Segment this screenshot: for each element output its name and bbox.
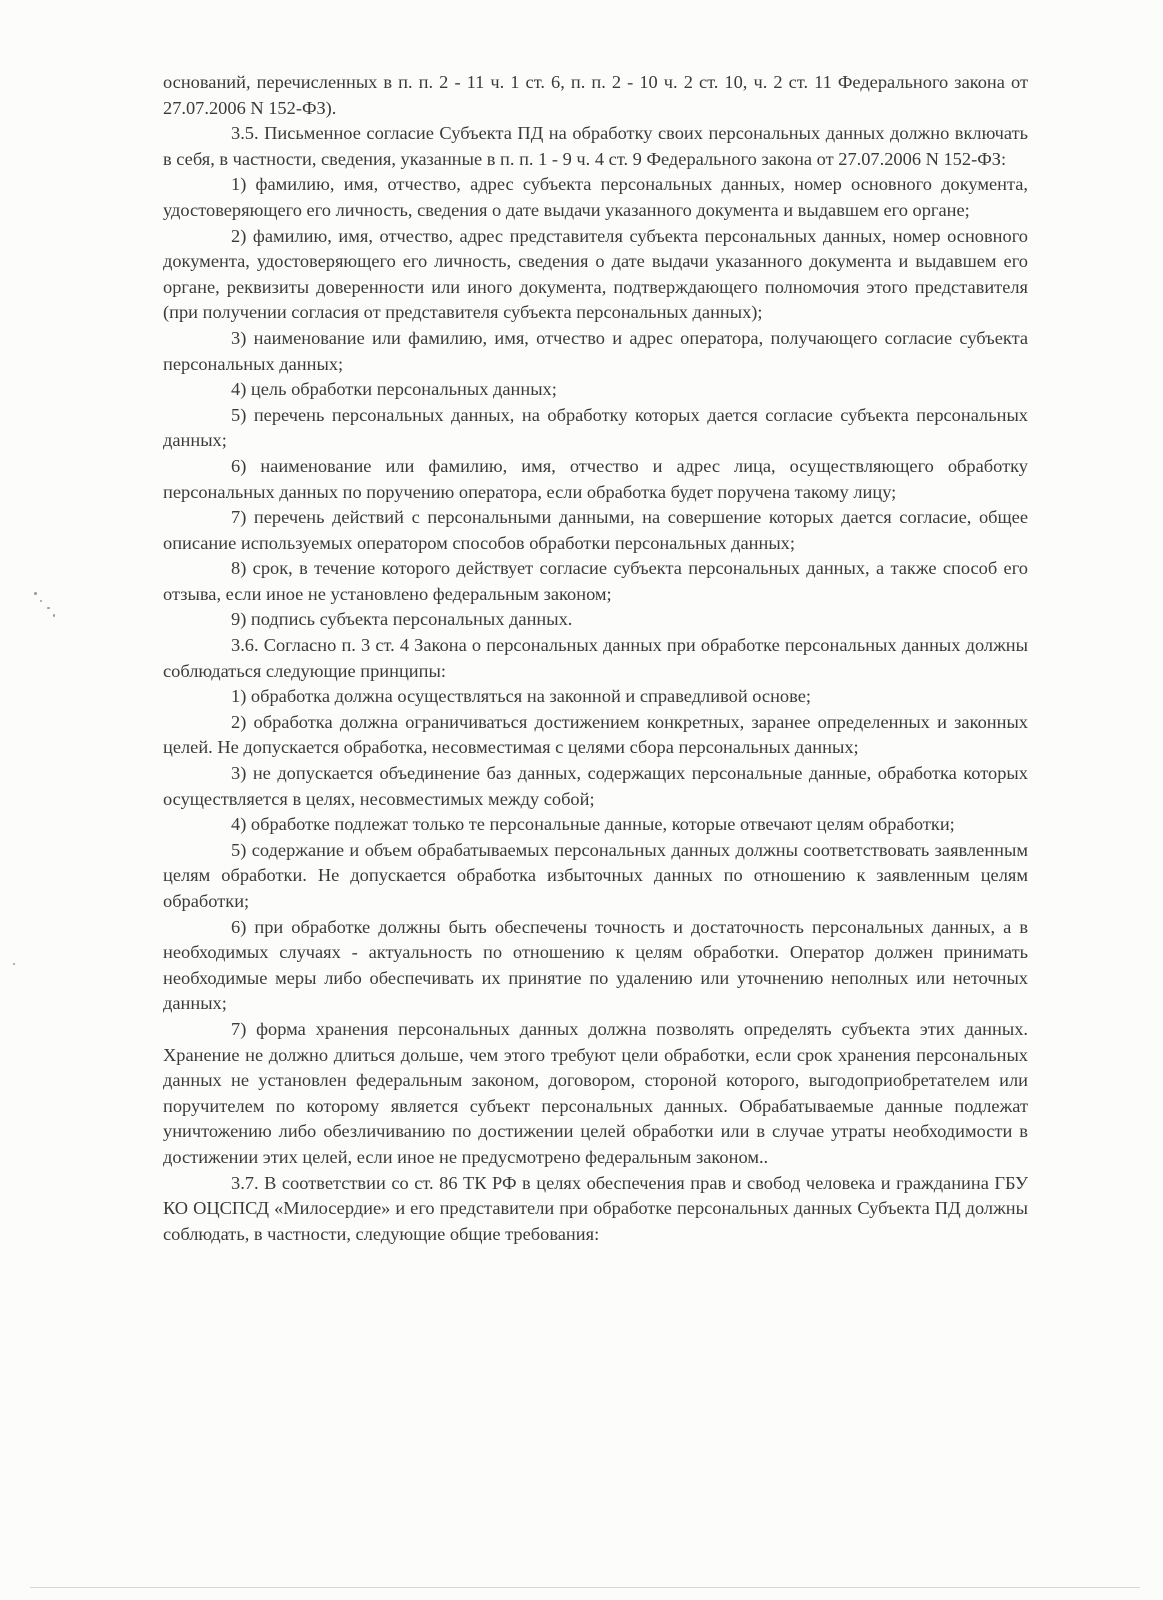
list-item: 5) перечень персональных данных, на обработку которых дается согласие субъекта персональных данных; — [163, 404, 1028, 451]
list-item: 6) при обработке должны быть обеспечены точность и достаточность персональных данных, а в необходимых случаях - актуальность по отношению к целям обработки. Оператор должен принимать необходимые меры либо обеспечивать их принятие по удалению или уточнению неполных или неточных данных; — [163, 916, 1028, 1014]
document-body — [163, 70, 1028, 1247]
scan-speck — [53, 614, 55, 617]
list-item: 1) обработка должна осуществляться на законной и справедливой основе; — [231, 686, 811, 707]
list-item: 2) обработка должна ограничиваться достижением конкретных, заранее определенных и законных целей. Не допускается обработка, несовместимая с целями сбора персональных данных; — [163, 711, 1028, 758]
list-item: 5) содержание и объем обрабатываемых персональных данных должны соответствовать заявленным целям обработки. Не допускается обработка избыточных данных по отношению к заявленным целям обработки; — [163, 839, 1028, 911]
scan-speck — [47, 607, 50, 609]
list-item: 9) подпись субъекта персональных данных. — [231, 609, 573, 630]
scan-speck — [34, 592, 37, 595]
scan-speck — [13, 963, 15, 965]
paragraph: 3.7. В соответствии со ст. 86 ТК РФ в целях обеспечения прав и свобод человека и гражданина ГБУ КО ОЦСПСД «Милосердие» и его представители при обработке персональных данных Субъекта ПД должны соблюдать, в частности, следующие общие требования: — [163, 1172, 1028, 1244]
list-item: 7) форма хранения персональных данных должна позволять определять субъекта этих данных. Хранение не должно длиться дольше, чем этого требуют цели обработки, если срок хранения персональных данных не установлен федеральным законом, договором, стороной которого, выгодоприобретателем или поручителем по которому является субъект персональных данных. Обрабатываемые данные подлежат уничтожению либо обезличиванию по достижении целей обработки или в случае утраты необходимости в достижении этих целей, если иное не предусмотрено федеральным законом.. — [163, 1018, 1028, 1167]
list-item: 2) фамилию, имя, отчество, адрес представителя субъекта персональных данных, номер основного документа, удостоверяющего его личность, сведения о дате выдачи указанного документа и выдавшем его органе, реквизиты доверенности или иного документа, подтверждающего полномочия этого представителя (при получении согласия от представителя субъекта персональных данных); — [163, 225, 1028, 323]
scan-speck — [40, 600, 42, 602]
list-item: 4) обработке подлежат только те персональные данные, которые отвечают целям обработки; — [231, 814, 955, 835]
list-item: 3) не допускается объединение баз данных, содержащих персональные данные, обработка которых осуществляется в целях, несовместимых между собой; — [163, 763, 1028, 809]
list-item: 4) цель обработки персональных данных; — [231, 379, 557, 400]
page-edge-line — [30, 1587, 1140, 1588]
list-item: 8) срок, в течение которого действует согласие субъекта персональных данных, а также способ его отзыва, если иное не установлено федеральным законом; — [163, 558, 1028, 604]
list-item: 1) фамилию, имя, отчество, адрес субъекта персональных данных, номер основного документа, удостоверяющего его личность, сведения о дате выдачи указанного документа и выдавшем его органе; — [163, 174, 1028, 220]
list-item: 3) наименование или фамилию, имя, отчество и адрес оператора, получающего согласие субъекта персональных данных; — [163, 327, 1028, 374]
list-item: 6) наименование или фамилию, имя, отчество и адрес лица, осуществляющего обработку персональных данных по поручению оператора, если обработка будет поручена такому лицу; — [163, 455, 1028, 502]
paragraph: 3.6. Согласно п. 3 ст. 4 Закона о персональных данных при обработке персональных данных должны соблюдаться следующие принципы: — [163, 635, 1028, 681]
paragraph: 3.5. Письменное согласие Субъекта ПД на обработку своих персональных данных должно включать в себя, в частности, сведения, указанные в п. п. 1 - 9 ч. 4 ст. 9 Федерального закона от 27.07.2006 N 152-ФЗ: — [163, 123, 1028, 169]
list-item: 7) перечень действий с персональными данными, на совершение которых дается согласие, общее описание используемых оператором способов обработки персональных данных; — [163, 507, 1028, 553]
paragraph: оснований, перечисленных в п. п. 2 - 11 ч. 1 ст. 6, п. п. 2 - 10 ч. 2 ст. 10, ч. 2 ст. 11 Федерального закона от 27.07.2006 N 152-ФЗ). — [163, 72, 1028, 118]
